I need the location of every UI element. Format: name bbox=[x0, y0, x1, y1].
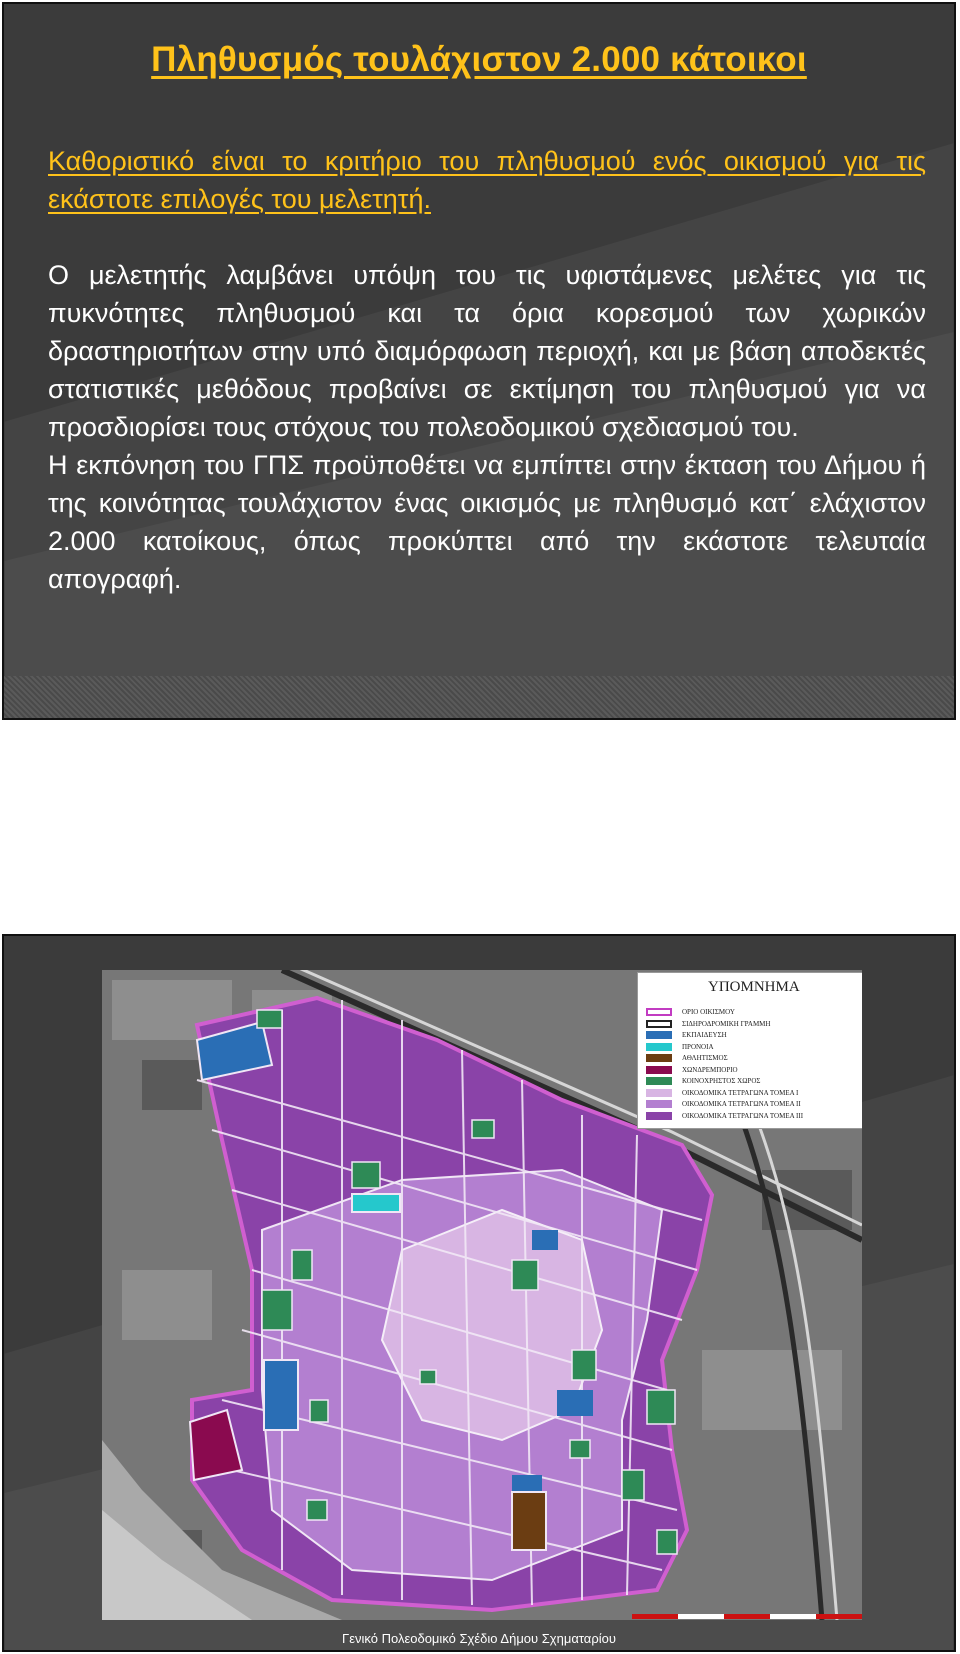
legend-swatch bbox=[646, 1043, 672, 1051]
slide-map bbox=[2, 934, 956, 1652]
slide-body bbox=[48, 256, 926, 598]
legend-item bbox=[646, 1019, 856, 1029]
legend-swatch bbox=[646, 1054, 672, 1062]
legend-item bbox=[646, 1076, 856, 1086]
map-legend bbox=[637, 972, 862, 1129]
body-paragraph-1: Ο μελετητής λαμβάνει υπόψη του τις υφιστάμενες μελέτες για τις πυκνότητες πληθυσμού και τα όρια κορεσμού των χωρικών δραστηριοτήτων στην υπό διαμόρφωση περιοχή, και με βάση αποδεκτές στατιστικές μεθόδους προβαίνει σε εκτίμηση του πληθυσμού για να προσδιορίσει τους στόχους του πολεοδομικού σχεδιασμού του. bbox=[48, 260, 926, 442]
legend-label: ΧΩΝΔΡΕΜΠΟΡΙΟ bbox=[682, 1065, 738, 1074]
legend-swatch bbox=[646, 1077, 672, 1085]
slide-population bbox=[2, 2, 956, 720]
legend-label: ΟΙΚΟΔΟΜΙΚΑ ΤΕΤΡΑΓΩΝΑ ΤΟΜΕΑ ΙΙ bbox=[682, 1100, 801, 1108]
slide-title: Πληθυσμός τουλάχιστον 2.000 κάτοικοι bbox=[151, 40, 807, 79]
legend-item bbox=[646, 1053, 856, 1063]
map-scale-bar bbox=[632, 1614, 862, 1619]
bottom-texture-stripe bbox=[4, 676, 954, 718]
legend-swatch bbox=[646, 1112, 672, 1120]
legend-label: ΟΙΚΟΔΟΜΙΚΑ ΤΕΤΡΑΓΩΝΑ ΤΟΜΕΑ Ι bbox=[682, 1088, 799, 1097]
legend-swatch bbox=[646, 1066, 672, 1074]
legend-swatch bbox=[646, 1031, 672, 1039]
legend-item bbox=[646, 1088, 856, 1098]
legend-label: ΟΡΙΟ ΟΙΚΙΣΜΟΥ bbox=[682, 1008, 735, 1016]
slide-footer: Γενικό Πολεοδομικό Σχέδιο Δήμου Σχηματαρίου bbox=[342, 1631, 616, 1646]
legend-item bbox=[646, 1065, 856, 1075]
urban-plan-map bbox=[102, 970, 862, 1620]
legend-title: ΥΠΟΜΝΗΜΑ bbox=[708, 979, 800, 995]
legend-label: ΑΘΛΗΤΙΣΜΟΣ bbox=[682, 1054, 728, 1062]
legend-item bbox=[646, 1030, 856, 1040]
legend-swatch bbox=[646, 1020, 672, 1028]
legend-label: ΣΙΔΗΡΟΔΡΟΜΙΚΗ ΓΡΑΜΜΗ bbox=[682, 1019, 771, 1028]
legend-label: ΠΡΟΝΟΙΑ bbox=[682, 1042, 714, 1051]
legend-item bbox=[646, 1042, 856, 1052]
slide-subtitle: Καθοριστικό είναι το κριτήριο του πληθυσμού ενός οικισμού για τις εκάστοτε επιλογές του μελετητή. bbox=[48, 146, 926, 214]
legend-swatch bbox=[646, 1089, 672, 1097]
legend-label: ΕΚΠΑΙΔΕΥΣΗ bbox=[682, 1031, 727, 1039]
legend-label: ΚΟΙΝΟΧΡΗΣΤΟΣ ΧΩΡΟΣ bbox=[682, 1077, 761, 1085]
legend-swatch bbox=[646, 1008, 672, 1016]
legend-item bbox=[646, 1111, 856, 1121]
legend-swatch bbox=[646, 1100, 672, 1108]
body-paragraph-2: Η εκπόνηση του ΓΠΣ προϋποθέτει να εμπίπτει στην έκταση του Δήμου ή της κοινότητας τουλάχιστον ένας οικισμός με πληθυσμό κατ΄ ελάχιστον 2.000 κατοίκους, όπως προκύπτει από την εκάστοτε τελευταία απογραφή. bbox=[48, 450, 926, 594]
legend-item bbox=[646, 1007, 856, 1017]
legend-label: ΟΙΚΟΔΟΜΙΚΑ ΤΕΤΡΑΓΩΝΑ ΤΟΜΕΑ ΙΙΙ bbox=[682, 1111, 804, 1120]
legend-item bbox=[646, 1099, 856, 1109]
